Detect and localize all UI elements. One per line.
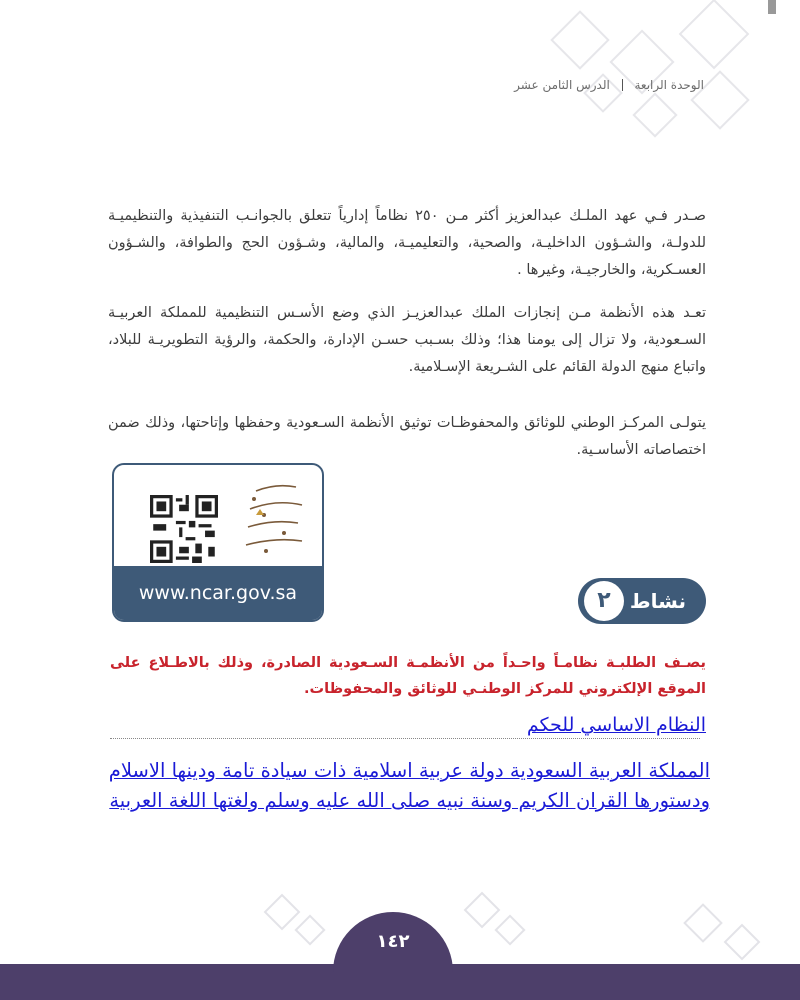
header-separator <box>622 79 623 91</box>
corner-mark <box>768 0 776 14</box>
lesson-label: الدرس الثامن عشر <box>514 78 610 92</box>
page-number: ١٤٢ <box>333 912 453 982</box>
answer-title: النظام الاساسي للحكم <box>526 714 706 736</box>
answer-body <box>70 756 710 816</box>
ncar-logo-icon <box>236 479 308 559</box>
activity-label: نشاط <box>629 589 686 613</box>
paragraph-2: تعـد هذه الأنظمة مـن إنجازات الملك عبدالعزيـز الذي وضع الأسـس التنظيمية للمملكة العربيـة السـعودية، ولا تزال إلى يومنا هذا؛ وذلك بسـبب حسـن الإدارة، والحكمة، والرؤية التطويريـة للبلاد، واتباع منهج الدولة القائم على الشـريعة الإسـلامية. <box>108 305 706 375</box>
page-header <box>60 78 704 100</box>
paragraph-1: صـدر فـي عهد الملـك عبدالعزيز أكثر مـن ٢٥٠ نظاماً إدارياً تتعلق بالجوانـب التنفيذية والتنظيميـة للدولـة، والشـؤون الداخليـة، والصحية، والتعليميـة، والمالية، وشـؤون الحج والطوافة، والشـؤون العسـكرية، والخارجيـة، وغيرها . <box>108 208 706 278</box>
answer-line-2: ودستورها القران الكريم وسنة نبيه صلى الله عليه وسلم ولغتها اللغة العربية <box>109 789 710 812</box>
activity-number: ٢ <box>584 581 624 621</box>
unit-label: الوحدة الرابعة <box>634 78 704 92</box>
paragraph-3: يتولـى المركـز الوطني للوثائق والمحفوظـات توثيق الأنظمة السـعودية وحفظها وإتاحتها، وذلك ضمن اختصاصاته الأساسـية. <box>108 415 706 458</box>
website-url[interactable]: www.ncar.gov.sa <box>114 566 322 620</box>
answer-line-1: المملكة العربية السعودية دولة عربية اسلامية ذات سيادة تامة ودينها الاسلام <box>108 759 710 782</box>
activity-badge <box>578 578 706 624</box>
answer-line <box>110 738 700 739</box>
qr-card <box>112 463 324 622</box>
activity-instruction: يصـف الطلبـة نظامـاً واحـداً من الأنظمـة السـعودية الصادرة، وذلك بالاطـلاع على الموقع الإلكتروني للمركز الوطنـي للوثائق والمحفوظات. <box>110 655 706 697</box>
qr-code-icon <box>150 495 218 563</box>
